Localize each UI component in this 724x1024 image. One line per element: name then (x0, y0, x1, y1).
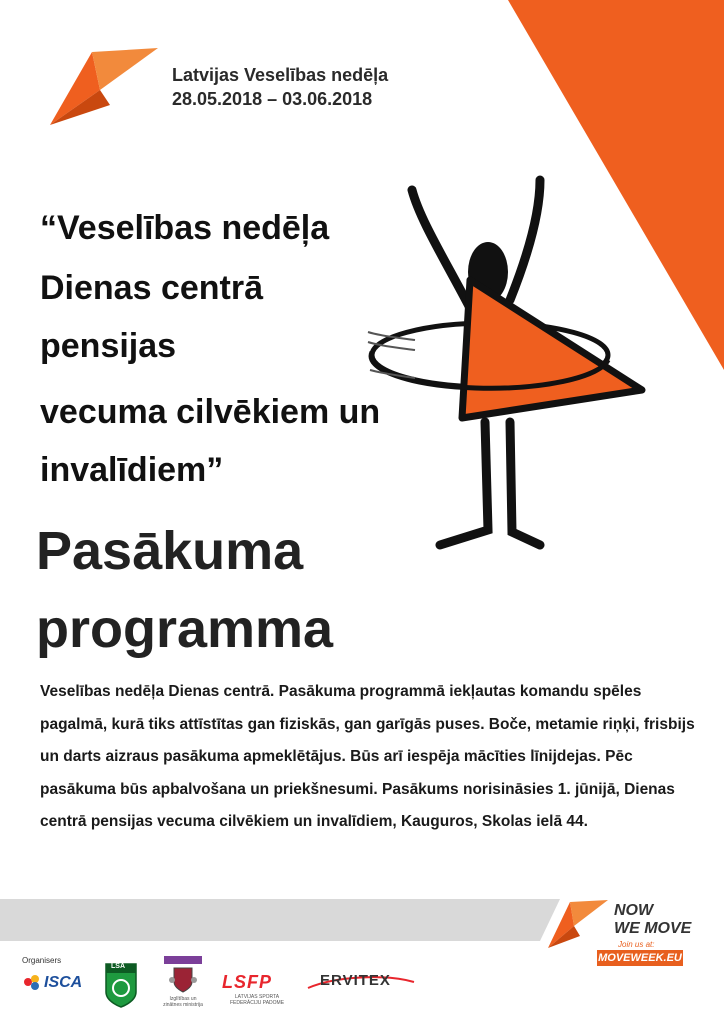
now-we-move-line-1: NOW (614, 902, 654, 919)
isca-text: ISCA (44, 974, 83, 991)
ministry-color-bar (164, 956, 202, 964)
ervitex-text: ERVITEX (320, 972, 391, 989)
ministry-logo (160, 962, 206, 1012)
lsfp-text: LSFP (222, 972, 273, 992)
coat-of-arms-icon (168, 966, 198, 994)
isca-logo (22, 962, 92, 1012)
lsfp-logo (220, 962, 294, 1012)
now-we-move-line-2: WE MOVE (614, 920, 692, 937)
quote-line-5: invalīdiem” (40, 451, 224, 489)
program-title-line-2: programma (36, 599, 334, 659)
organisers-label: Organisers (22, 956, 62, 965)
ministry-caption: Izglītības un zinātnes ministrija (163, 996, 203, 1008)
footer-gray-band (0, 899, 560, 941)
ervitex-logo (306, 962, 416, 1012)
program-description: Veselības nedēļa Dienas centrā. Pasākuma programmā iekļautas komandu spēles pagalmā, kurā tiks attīstītas gan fiziskās, gan garīgās puses. Boče, metamie riņķi, frisbijs un darts aizraus pasākuma apmeklētājus. Būs arī iespēja mācīties līnijdejas. Pēc pasākuma būs apbalvošana un priekšnesumi. Pasākums norisināsies 1. jūnijā, Dienas centrā pensijas vecuma cilvēkiem un invalīdiem, Kauguros, Skolas ielā 44. (40, 683, 695, 830)
lsfp-caption: LATVIJAS SPORTA FEDERĀCIJU PADOME (229, 994, 285, 1006)
isca-swirl-icon (22, 972, 42, 992)
move-week-logo-icon (40, 30, 170, 130)
program-title-line-1: Pasākuma (36, 521, 304, 581)
quote-line-4: vecuma cilvēkiem un (40, 393, 381, 431)
quote-line-1: “Veselības nedēļa (40, 209, 330, 247)
quote-line-2: Dienas centrā (40, 269, 263, 307)
join-us-text: Join us at: (618, 940, 655, 949)
moveweek-url: MOVEWEEK.EU (598, 952, 682, 964)
quote-line-3: pensijas (40, 327, 177, 365)
event-name: Latvijas Veselības nedēļa (172, 65, 389, 85)
hula-hoop-figure-illustration (360, 160, 660, 570)
lsa-logo (104, 962, 138, 1012)
event-dates: 28.05.2018 – 03.06.2018 (172, 89, 373, 109)
lsa-text: LSA (111, 963, 125, 970)
